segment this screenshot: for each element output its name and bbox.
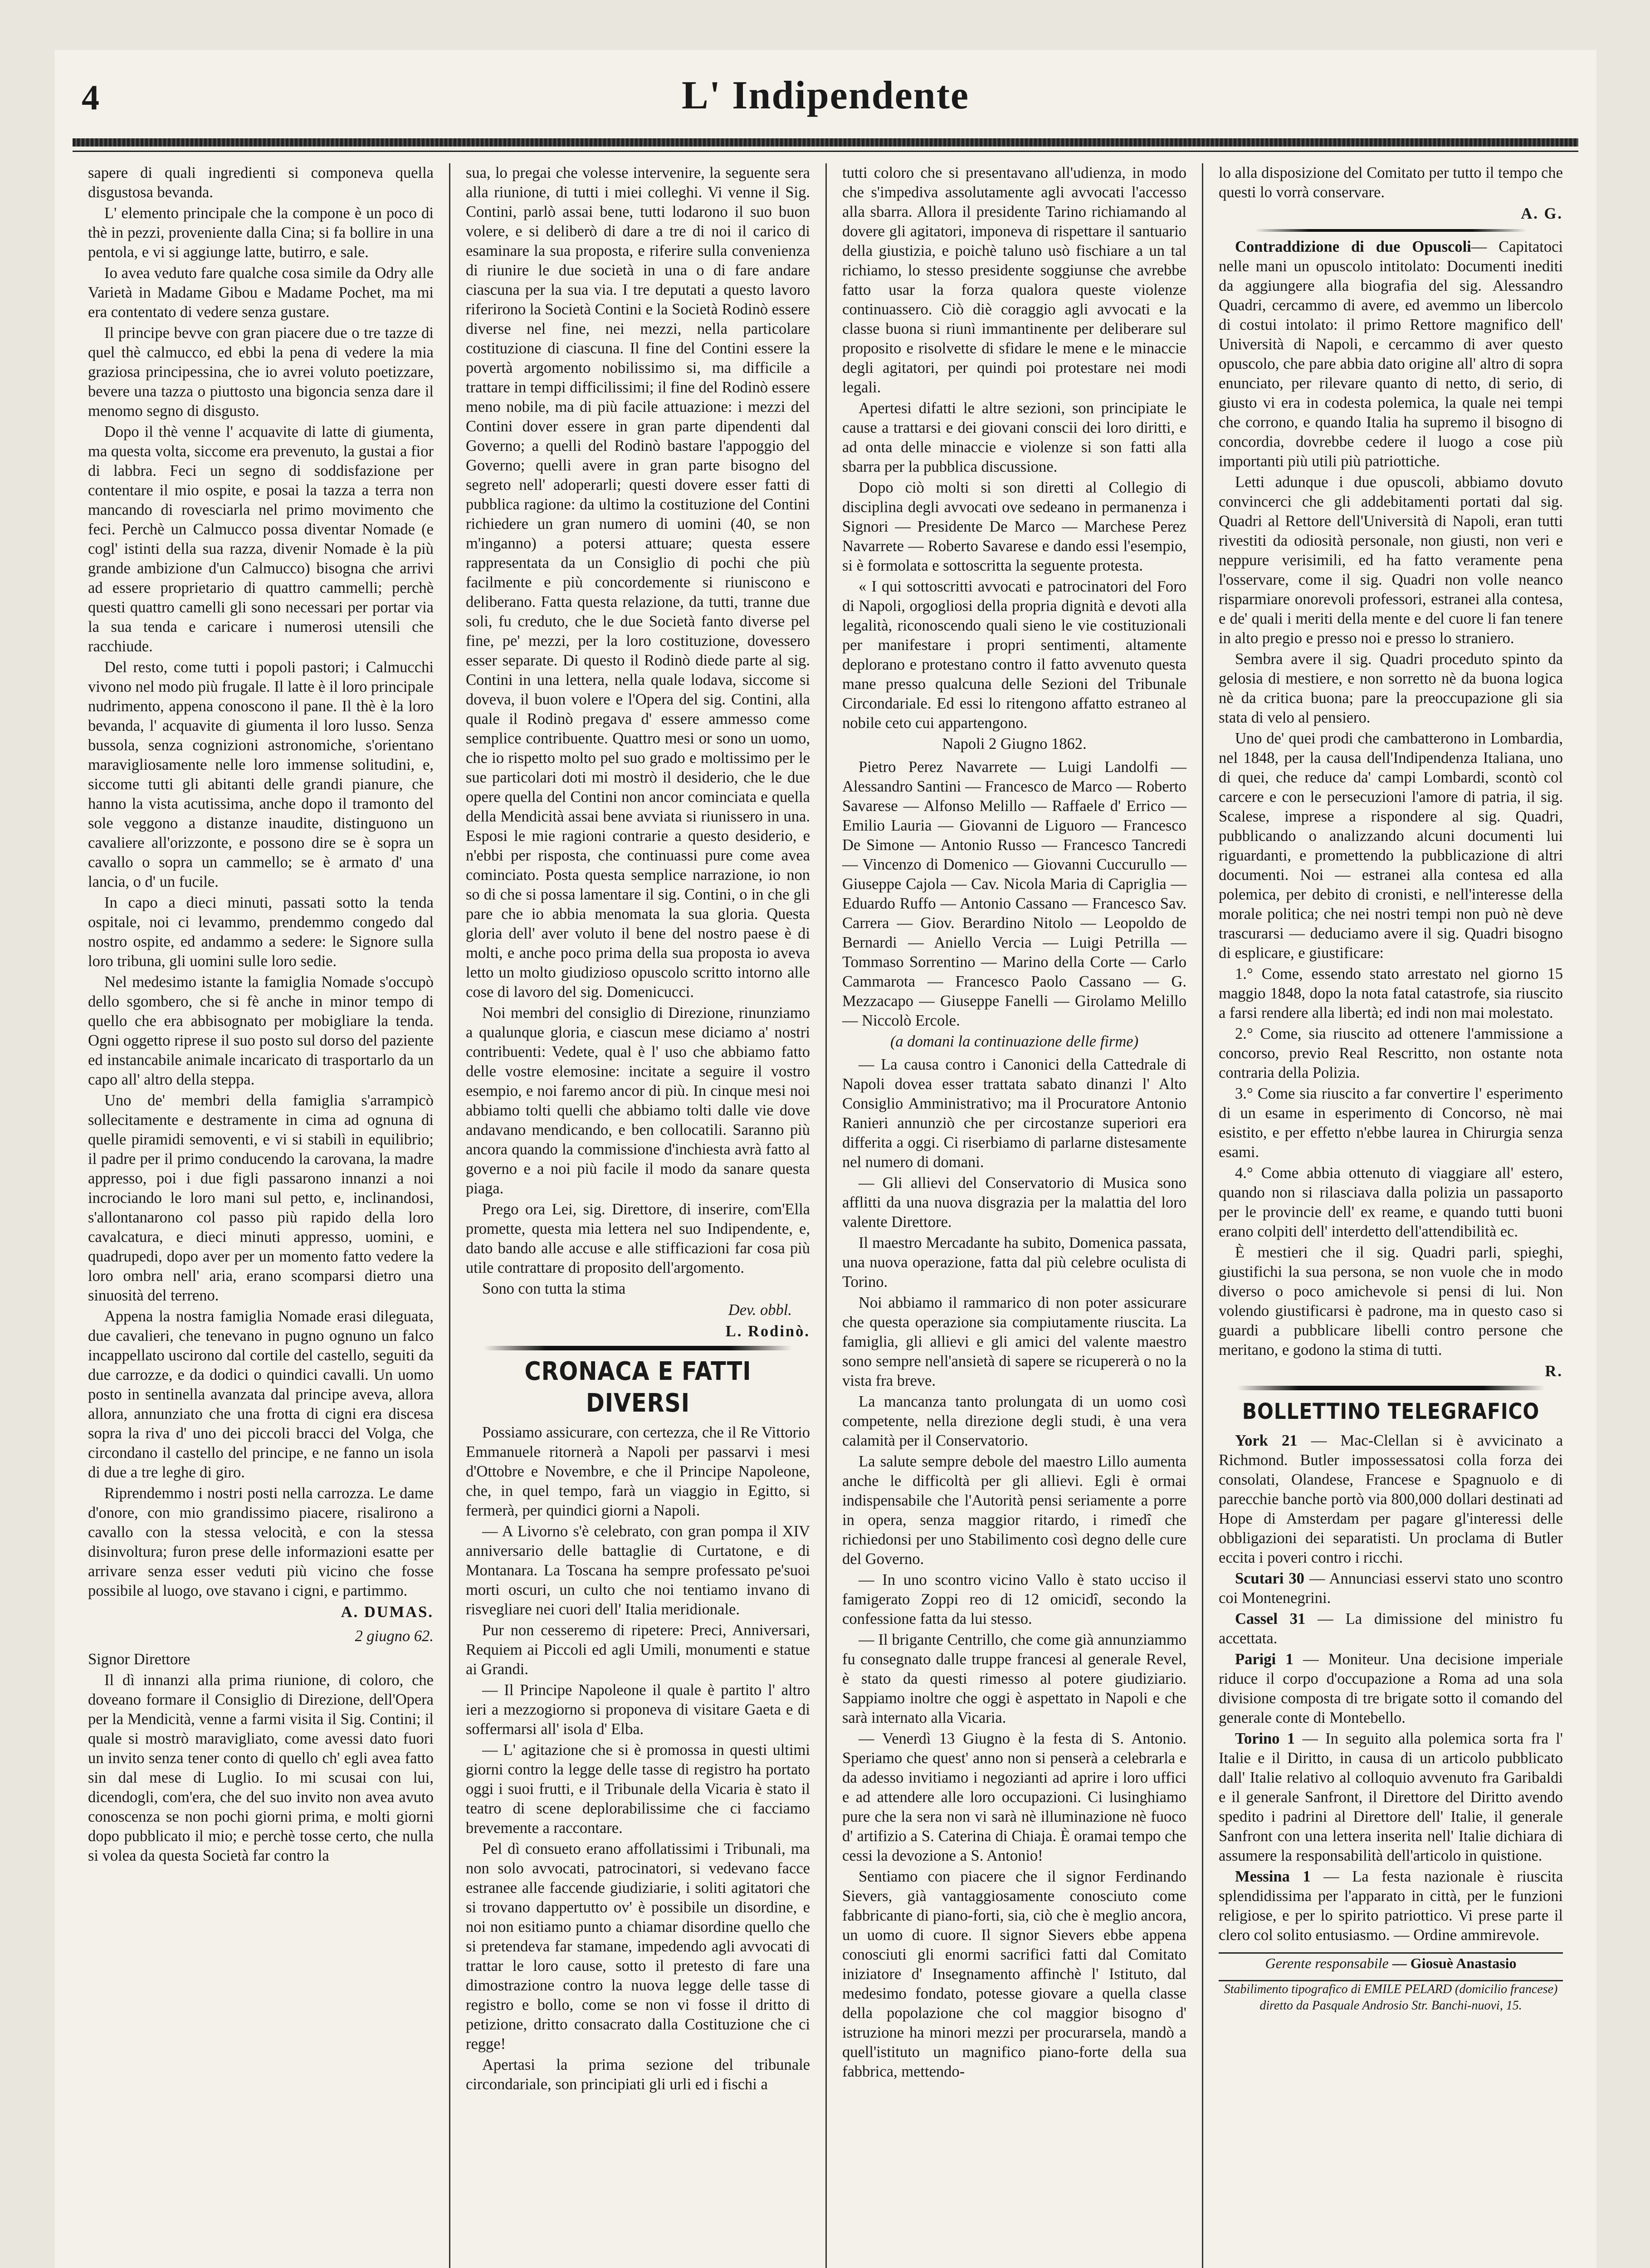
column-3 bbox=[825, 163, 1202, 2268]
telegram-text: — In seguito alla polemica sorta fra l' Italie e il Diritto, in causa di un articolo pubblicato dall' Italie relativo al colloquio avvenuto fra Garibaldi e il generale Sanfront, il Direttore del Diritto avendo spedito i padrini al Direttore dell' Italie, il generale Sanfront con una lettera inserita nell' Italie dichiara di assumere la responsabilità dell'articolo in quistione. bbox=[1219, 1730, 1563, 1864]
paragraph bbox=[1219, 237, 1563, 471]
telegram-text: — Mac-Clellan si è avvicinato a Richmond. Butler impossessatosi colla forza dei consolati, Olandese, Francese e Spagnuolo e di parecchie banche portò via 800,000 dollari destinati ad Hope di Amsterdam per pagare gl'interessi delle obbligazioni dei separatisti. Un proclama di Butler eccita i poveri contro i ricchi. bbox=[1219, 1432, 1563, 1566]
newspaper-page bbox=[54, 50, 1596, 2268]
paragraph: Riprendemmo i nostri posti nella carrozza. Le dame d'onore, con mio grandissimo piacere, risalirono a cavallo con la stessa velocità, e con la stessa disinvoltura; furon prese delle informazioni esatte per arrivare senza esser veduti più vicino che fosse possibile al luogo, ove stavano i cigni, e partimmo. bbox=[88, 1485, 434, 1599]
paragraph: L' elemento principale che la compone è un poco di thè in pezzi, proveniente dalla Cina; si fa bollire in una pentola, e vi si aggiunge latte, butirro, e sale. bbox=[88, 205, 434, 261]
section-divider bbox=[1255, 229, 1527, 232]
paragraph: Pel dì consueto erano affollatissimi i Tribunali, ma non solo avvocati, patrocinatori, si vedevano facce estranee alle faccende giudiziarie, i soliti agitatori che si trovano dappertutto ov' è possibile un disordine, e noi non esitiamo punto a chiamar disordine quello che si pretendeva far stamane, impedendo agli avvocati di trattar le loro cause, sotto il pretesto di fare una dimostrazione contro la nuova legge delle tasse di registro e bollo, come se non vi fosse il dritto di petizione, dritto consacrato dalla Costituzione che ci regge! bbox=[466, 1840, 810, 2053]
paragraph: 1.° Come, essendo stato arrestato nel giorno 15 maggio 1848, dopo la nota fatal catastrofe, sia riuscito a farsi rendere alla libertà; ed indi non mai molestato. bbox=[1219, 965, 1563, 1022]
letter-date: 2 giugno 62. bbox=[355, 1628, 434, 1645]
telegram-text: — La dimissione del ministro fu accettata. bbox=[1219, 1610, 1563, 1647]
paragraph-text: — Capitatoci nelle mani un opuscolo intitolato: Documenti inediti da aggiungere alla biografia del sig. Alessandro Quadri, cercammo di avere, ed avemmo un libercolo di costui intolato: il primo Rettore magnifico dell' Università di Napoli, e cercammo di aver questo opuscolo, che pare abbia dato origine all' altro di sopra enunciato, per rilevare quanto di netto, di serio, di giusto vi era in codesta polemica, la quale nei tempi che corrono, e quando Italia ha supremo il bisogno di concordia, dovrebbe cedere il luogo a cose più importanti più utili più patriottiche. bbox=[1219, 238, 1563, 470]
masthead-title: L' Indipendente bbox=[682, 73, 969, 117]
article-signature: R. bbox=[1545, 1363, 1563, 1380]
paragraph: Noi membri del consiglio di Direzione, rinunziamo a qualunque gloria, e ciascun mese diciamo a' nostri contribuenti: Vedete, qual è l' uso che abbiamo fatto delle vostre elemosine: incitate a seguire il vostro esempio, e noi faremo ancor di più. In cinque mesi noi abbiamo tolti quelli che abbiamo tolti dalle vie dove andavano mendicando, e ben collocatili. Saranno più ancora quando la commissione d'inchiesta avrà fatto al governo e a noi più facile il modo da sanare questa piaga. bbox=[466, 1004, 810, 1197]
letter-signature: L. Rodinò. bbox=[725, 1323, 810, 1340]
telegram-head: Cassel 31 bbox=[1235, 1610, 1306, 1628]
paragraph: « I qui sottoscritti avvocati e patrocinatori del Foro di Napoli, orgogliosi della propria dignità e devoti alla legalità, riconoscendo quali sieno le vie costituzionali per manifestare i propri sentimenti, altamente deplorano e protestano contro il fatto avvenuto questa mane presso qualcuna delle Sezioni del Tribunale Circondariale. Ed essi lo ritengono affatto estraneo al nobile ceto cui appartengono. bbox=[842, 578, 1186, 732]
paragraph: Appena la nostra famiglia Nomade erasi dileguata, due cavalieri, che tenevano in pugno ognuno un falco incappellato uscirono dal cortile del castello, seguiti da due carrozze, e da dodici o quindici cavalli. Un uomo posto in sentinella avanzata dal principe aveva, allora allora, annunziato che una frotta di cigni era discesa sopra la riva d' uno dei piccoli bracci del Volga, che circondano il castello del principe, e ne fanno un isola di due a tre leghe di giro. bbox=[88, 1308, 434, 1481]
signatories: Pietro Perez Navarrete — Luigi Landolfi — Alessandro Santini — Francesco de Marco — Roberto Savarese — Alfonso Melillo — Raffaele d' Errico — Emilio Lauria — Giovanni de Liguoro — Francesco De Simone — Antonio Russo — Francesco Tancredi — Vincenzo di Domenico — Giovanni Cuccurullo — Giuseppe Cajola — Cav. Nicola Maria di Capriglia — Eduardo Ruffo — Antonio Cassano — Francesco Sav. Carrera — Giov. Berardino Nitolo — Leopoldo de Bernardi — Aniello Vercia — Luigi Petrilla — Tommaso Sorrentino — Marino della Corte — Carlo Cammarota — Francesco Paolo Cassano — G. Mezzacapo — Giuseppe Fanelli — Girolamo Melillo — Niccolò Ercole. bbox=[842, 758, 1186, 1029]
paragraph: — Il brigante Centrillo, che come già annunziammo fu consegnato dalle truppe francesi al generale Revel, è stato da questi rimesso al potere giudiziario. Sappiamo inoltre che oggi è aspettato in Napoli e che sarà internato alla Vicaria. bbox=[842, 1631, 1186, 1726]
header-rule bbox=[73, 138, 1578, 147]
paragraph: 4.° Come abbia ottenuto di viaggiare all' estero, quando non si rilasciava dalla polizia un passaporto per le provincie dell' ex reame, e quando tutti buoni erano colpiti dell' interdetto dell'attendibilità ec. bbox=[1219, 1164, 1563, 1240]
paragraph: — A Livorno s'è celebrato, con gran pompa il XIV anniversario delle battaglie di Curtatone, e di Montanara. La Toscana ha sempre professato pe'suoi morti oscuri, un culto che noi tentiamo invano di risvegliare nei cuori dell' Italia meridionale. bbox=[466, 1523, 810, 1618]
paragraph: Noi abbiamo il rammarico di non poter assicurare che questa operazione sia compiutamente riuscita. La famiglia, gli allievi e gli amici del valente maestro sono sempre nell'ansietà di sapere se ricupererà o no la vista fra breve. bbox=[842, 1294, 1186, 1389]
paragraph: — In uno scontro vicino Vallo è stato ucciso il famigerato Zoppi reo di 12 omicidî, secondo la confessione fatta da lui stesso. bbox=[842, 1571, 1186, 1628]
page-number: 4 bbox=[82, 78, 99, 117]
column-1 bbox=[73, 163, 449, 2268]
section-title-bollettino: BOLLETTINO TELEGRAFICO bbox=[1242, 1399, 1540, 1424]
paragraph: — L' agitazione che si è promossa in questi ultimi giorni contro la legge delle tasse di registro ha portato oggi i suoi frutti, e il Tribunale della Vicaria è stato il teatro di scene deplorabilissime che ci facciamo brevemente a raccontare. bbox=[466, 1741, 810, 1837]
paragraph: Sentiamo con piacere che il signor Ferdinando Sievers, già vantaggiosamente conosciuto come fabbricante di piano-forti, sia, ciò che è meglio ancora, un uomo di cuore. Il signor Sievers ebbe appena conosciuti gli enormi sacrifici fatti dal Comitato iniziatore d' Insegnamento affinchè l' Istituto, dal medesimo fondato, potesse giovare a quella classe della popolazione che col maggior bisogno d' istruzione ha minori mezzi per procurarsela, mandò a quell'istituto un magnifico piano-forte della sua fabbrica, mettendo- bbox=[842, 1868, 1186, 2080]
paragraph: 3.° Come sia riuscito a far convertire l' esperimento di un esame in esperimento di Concorso, nè mai esistito, e per effetto n'ebbe laurea in Chirurgia senza esami. bbox=[1219, 1085, 1563, 1161]
paragraph: Dopo il thè venne l' acquavite di latte di giumenta, ma questa volta, siccome era prevenuto, la gustai a fior di labbra. Feci un segno di soddisfazione per contentare il mio ospite, e posai la tazza a terra non mancando di rovesciarla nel primo movimento che feci. Perchè un Calmucco possa diventar Nomade (e cogl' istinti della sua razza, divenir Nomade è la più grande ambizione d'un Calmucco) bisogna che arrivi ad essere proprietario di quattro cammelli; perchè questi quattro camelli gli sono necessari per portar via la sua tenda e caricare i numerosi utensili che racchiude. bbox=[88, 423, 434, 655]
telegram bbox=[1219, 1431, 1563, 1568]
paragraph: Nel medesimo istante la famiglia Nomade s'occupò dello sgombero, che si fè anche in minor tempo di quello che era abbisognato per mobigliare la tenda. Ogni oggetto riprese il suo posto sul dorso del paziente ed instancabile animale incaricato di trasportarlo da un capo all' altro della steppa. bbox=[88, 973, 434, 1088]
section-divider bbox=[484, 1346, 792, 1350]
gerente-name: — Giosuè Anastasio bbox=[1392, 1955, 1517, 1971]
paragraph: Il maestro Mercadante ha subito, Domenica passata, una nuova operazione, fatta dal più celebre oculista di Torino. bbox=[842, 1234, 1186, 1290]
paragraph: — Venerdì 13 Giugno è la festa di S. Antonio. Speriamo che quest' anno non si penserà a celebrarla e da adesso invitiamo i negozianti ad aprire i loro uffici e ad attendere alle loro occupazioni. Ci lusinghiamo pure che la sera non vi sarà nè illuminazione nè fuoco d' artifizio a S. Caterina di Chiaja. È oramai tempo che cessi la devozione a S. Antonio! bbox=[842, 1730, 1186, 1864]
telegram-text: — La festa nazionale è riuscita splendidissima per l'apparato in città, per le funzioni religiose, e per lo spirito patriottico. Vi prese parte il clero col solito entusiasmo. — Ordine ammirevole. bbox=[1219, 1868, 1563, 1944]
telegram-head: Parigi 1 bbox=[1235, 1651, 1294, 1668]
paragraph: Uno de' membri della famiglia s'arrampicò sollecitamente e destramente in cima ad ognuna di quelle piramidi semoventi, e vi si stabilì in equilibrio; il padre per il primo conducendo la carovana, la madre appresso, poi i due figli passarono innanzi a noi incrociando le loro mani sul petto, e, inclinandosi, s'allontanarono col passo più rapido della loro cavalcatura, e dieci minuti appresso, uomini, e quadrupedi, dopo aver per un momento fatto vedere la loro ombra nell' aria, erano scomparsi dietro una sinuosità del terreno. bbox=[88, 1092, 434, 1304]
gerente-line bbox=[1219, 1954, 1563, 1973]
section-title-cronaca: CRONACA E FATTI DIVERSI bbox=[524, 1357, 752, 1418]
paragraph: Pur non cesseremo di ripetere: Preci, Anniversari, Requiem ai Piccoli ed agli Umili, monumenti e statue ai Grandi. bbox=[466, 1622, 810, 1678]
article-signature: A. DUMAS. bbox=[341, 1603, 434, 1621]
protest-dateline: Napoli 2 Giugno 1862. bbox=[942, 735, 1087, 753]
continuation-note: (a domani la continuazione delle firme) bbox=[890, 1033, 1139, 1050]
column-2 bbox=[449, 163, 825, 2268]
paragraph: sua, lo pregai che volesse intervenire, la seguente sera alla riunione, di tutti i miei colleghi. Vi venne il Sig. Contini, parlò assai bene, tutti lodarono il suo buon volere, e si deliberò di dare a tre di noi il carico di esaminare la sua proposta, e riferire sulla convenienza di riunire le due società in una o di fare andare ciascuna per la sua via. I tre deputati a questo lavoro riferirono la Società Contini e la Società Rodinò essere diverse nel fine, nei mezzi, nella particolare costituzione di ciascuna. Il fine del Contini essere la povertà argomento nobilissimo si, ma difficile a trattare in tempi difficilissimi; il fine del Rodinò essere meno nobile, ma di più facile attuazione: i mezzi del Contini dover essere in gran parte dipendenti dal Governo; a quelli del Rodinò bastare l'appoggio del Governo; quelli avere in gran parte bisogno del segreto nell' adoperarli; questi dovere esser fatti di pubblica ragione: da ultimo la costituzione del Contini richiedere un gran numero di uomini (40, se non m'inganno) a potersi attuare; questa essere rappresentata da un Consiglio di pochi che più facilmente e più concordemente si riuniscono e deliberano. Fatta questa relazione, da tutti, tranne due soli, fu creduto, che le due Società fanto diverse pel fine, pe' mezzi, per la loro costituzione, dovessero esser separate. Di questo il Rodinò diede parte al sig. Contini in una lettera, nella quale lodava, siccome si doveva, il buon volere e l'Opera del sig. Contini, alla quale il Rodinò pregava d' essere ammesso come semplice contribuente. Quattro mesi or sono un uomo, che io rispetto molto pel suo grado e moltissimo per le sue particolari doti mi mostrò il desiderio, che le due opere quella del Contini non ancor cominciata e quella della Mendicità assai bene avviata si riunissero in una. Esposi le mie ragioni contrarie a questo desiderio, e n'ebbi per risposta, che continuassi pure come avea cominciato. Posta questa semplice narrazione, io non so di che si possa lamentare il sig. Contini, o in che gli pare che io abbia menomata la sua gloria. Questa gloria dell' aver voluto il bene del nostro paese è di molti, e anche poco prima della sua proposta io aveva letto un molto giudizioso opuscolo scritto intorno alle cose di lavoro del sig. Domenicucci. bbox=[466, 164, 810, 1001]
paragraph: Del resto, come tutti i popoli pastori; i Calmucchi vivono nel modo più frugale. Il latte è il loro principale nudrimento, appena conoscono il pane. Il thè è la loro bevanda, l' acquavite di giumenta il loro lusso. Senza bussola, senza cognizioni astronomiche, s'orientano maravigliosamente nelle loro immense solitudini, e, siccome tutti gli abitanti delle grandi pianure, che hanno la vista acutissima, anche dopo il tramonto del sole veggono a distanze inaudite, distinguono un cavaliere all'orizzonte, e possono dire se è sopra un cavallo o sopra un cammello; se è armato d' una lancia, o d' un fucile. bbox=[88, 659, 434, 890]
paragraph: Letti adunque i due opuscoli, abbiamo dovuto convincerci che gli addebitamenti portati dal sig. Quadri al Rettore dell'Università di Napoli, eran tutti rivestiti da odiosità personale, non giusti, non veri e neppure verisimili, ed ha fatto veramente pena l'osservare, come il sig. Quadri non volle neanco risparmiare onorevoli professori, estranei alla contesa, e de' quali i meriti della mente e del cuore li fan tenere in alto pregio e presso noi e presso lo straniero. bbox=[1219, 474, 1563, 647]
paragraph: Apertesi difatti le altre sezioni, son principiate le cause a trattarsi e dei giovani conscii dei loro diritti, e ad onta delle minaccie e violenze si son fatti alla sbarra per la pubblica discussione. bbox=[842, 400, 1186, 475]
paragraph: La mancanza tanto prolungata di un uomo così competente, nella direzione degli studi, è una vera calamità per il Conservatorio. bbox=[842, 1393, 1186, 1449]
telegram-head: Messina 1 bbox=[1235, 1868, 1311, 1885]
paragraph: Il principe bevve con gran piacere due o tre tazze di quel thè calmucco, ed ebbi la pena di vedere la mia graziosa principessina, che io avrei voluto poetizzare, bevere una tazza o piuttosto una bigoncia senza dare il menomo segno di disgusto. bbox=[88, 324, 434, 420]
paragraph: Prego ora Lei, sig. Direttore, di inserire, com'Ella promette, questa mia lettera nel suo Indipendente, e, dato bando alle accuse e alle stifficazioni far cosa più utile contrattare di proposito dell'argomento. bbox=[466, 1201, 810, 1276]
telegram bbox=[1219, 1729, 1563, 1866]
paragraph: Sono con tutta la stima bbox=[482, 1280, 626, 1297]
paragraph: tutti coloro che si presentavano all'udienza, in modo che s'impediva assolutamente agli avvocati l'accesso alla sbarra. Allora il presidente Tarino richiamando al dovere gli agitatori, imponeva di rispettare il santuario della giustizia, e poichè taluno usò fischiare a un tal richiamo, lo stesso presidente soggiunse che avrebbe fatto usar la forza qualora queste violenze continuassero. Ciò diè coraggio agli avvocati e la classe buona si riunì immantinente per deliberare sul proposito e risolvette di sfidare le mene e le minaccie degli agitatori, per quindi poi protestare nei modi legali. bbox=[842, 164, 1186, 396]
letter-salutation: Signor Direttore bbox=[88, 1651, 190, 1668]
paragraph: In capo a dieci minuti, passati sotto la tenda ospitale, noi ci levammo, prendemmo congedo dal nostro ospite, ed andammo a sedere: le Signore sulla loro tribuna, gli uomini sulle loro sedie. bbox=[88, 894, 434, 970]
telegram bbox=[1219, 1569, 1563, 1608]
subsection-head: Contraddizione di due Opuscoli bbox=[1235, 238, 1471, 255]
paragraph: — Gli allievi del Conservatorio di Musica sono afflitti da una nuova disgrazia per la malattia del loro valente Direttore. bbox=[842, 1174, 1186, 1231]
page-header bbox=[54, 50, 1596, 154]
paragraph: È mestieri che il sig. Quadri parli, spieghi, giustifichi la sua persona, se non vuole che in modo diverso o poco amichevole si pensi di lui. Non volendo giustificarsi è padrone, ma in questo caso si guardi a pubblicare libelli contro persone che meritano, e godono la stima di tutti. bbox=[1219, 1244, 1563, 1359]
paragraph: Uno de' quei prodi che cambatterono in Lombardia, nel 1848, per la causa dell'Indipendenza Italiana, uno di quei, che reduce da' campi Lombardi, scontò col carcere e con le persecuzioni l'amore di patria, il sig. Scalese, imprese a rispondere al sig. Quadri, pubblicando o analizzando alcuni documenti lui riguardanti, e promettendo la pubblicazione di altri documenti. Noi — estranei alla contesa ed alla polemica, per debito di cronisti, e nell'interesse della morale politica; che nei nostri tempi non può nè deve trascurarsi — deduciamo avere il sig. Quadri bisogno di esplicare, e giustificare: bbox=[1219, 730, 1563, 962]
telegram-head: York 21 bbox=[1235, 1432, 1298, 1449]
header-rule-thin bbox=[73, 151, 1578, 152]
letter-signoff: Dev. obbl. bbox=[728, 1301, 792, 1319]
paragraph: Io avea veduto fare qualche cosa simile da Odry alle Varietà in Madame Gibou e Madame Pochet, ma mi era contentato di vedere senza gustare. bbox=[88, 264, 434, 321]
paragraph: 2.° Come, sia riuscito ad ottenere l'ammissione a concorso, previo Real Rescritto, non ostante nota contraria della Polizia. bbox=[1219, 1025, 1563, 1081]
paragraph: Il dì innanzi alla prima riunione, di coloro, che doveano formare il Consiglio di Direzione, dell'Opera per la Mendicità, venne a farmi visita il Sig. Contini; il quale si mostrò maravigliato, come avessi dato fuori un invito senza tener conto di quello ch' egli avea fatto sin dal mese di Luglio. Io mi scusai con lui, dicendogli, com'era, che del suo invito non avea avuto conoscenza se non pochi giorni prima, e molti giorni dopo pubblicato il mio; e perchè tosse certo, che nulla si volea da questa Società far contro la bbox=[88, 1672, 434, 1864]
paragraph: — Il Principe Napoleone il quale è partito l' altro ieri a mezzogiorno si proponeva di visitare Gaeta e di soffermarsi all' isola d' Elba. bbox=[466, 1681, 810, 1738]
telegram-head: Scutari 30 bbox=[1235, 1570, 1304, 1587]
paragraph: Apertasi la prima sezione del tribunale circondariale, son principiati gli urli ed i fischi a bbox=[466, 2056, 810, 2093]
paragraph: — La causa contro i Canonici della Cattedrale di Napoli dovea esser trattata sabato dinanzi l' Alto Consiglio Amministrativo; ma il Procuratore Antonio Ranieri annunziò che per circostanze superiori era differita a oggi. Ci riserbiamo di parlarne distesamente nel numero di domani. bbox=[842, 1056, 1186, 1171]
telegram bbox=[1219, 1650, 1563, 1728]
telegram bbox=[1219, 1609, 1563, 1648]
paragraph: Sembra avere il sig. Quadri proceduto spinto da gelosia di mestiere, e non sorretto nè da buona logica nè da critica buona; pare la preoccupazione gli sia stata di velo al pensiero. bbox=[1219, 650, 1563, 726]
paragraph: lo alla disposizione del Comitato per tutto il tempo che questi lo vorrà conservare. bbox=[1219, 164, 1563, 201]
columns bbox=[73, 163, 1578, 2268]
paragraph: Dopo ciò molti si son diretti al Collegio di disciplina degli avvocati ove sedeano in permanenza i Signori — Presidente De Marco — Marchese Perez Navarrete — Roberto Savarese e dando essi l'esempio, si è formolata e sottoscritta la seguente protesta. bbox=[842, 479, 1186, 574]
paragraph: Possiamo assicurare, con certezza, che il Re Vittorio Emmanuele ritornerà a Napoli per passarvi i mesi d'Ottobre e Novembre, e che il Principe Napoleone, che, in quel tempo, farà un viaggio in Egitto, si fermerà, per quindici giorni a Napoli. bbox=[466, 1424, 810, 1519]
paragraph: La salute sempre debole del maestro Lillo aumenta anche le difficoltà per gli allievi. Egli è ormai indispensabile che l'Autorità pensi seriamente a porre in opera, senza maggior ritardo, i rimedî che richiedonsi per uno Stabilimento così degno delle cure del Governo. bbox=[842, 1453, 1186, 1568]
column-4 bbox=[1202, 163, 1578, 2268]
section-divider bbox=[1237, 1386, 1545, 1390]
telegram-text: — Annunciasi esservi stato uno scontro coi Montenegrini. bbox=[1219, 1570, 1563, 1607]
telegram bbox=[1219, 1867, 1563, 1945]
paragraph: sapere di quali ingredienti si componeva quella disgustosa bevanda. bbox=[88, 164, 434, 201]
printer-imprint: Stabilimento tipografico di EMILE PELARD (domicilio francese) diretto da Pasquale Androsio Str. Banchi-nuovi, 15. bbox=[1224, 1982, 1558, 2013]
telegram-text: — Moniteur. Una decisione imperiale riduce il corpo d'occupazione a Roma ad una sola divisione composta di tre brigate sotto il comando del generale conte di Montebello. bbox=[1219, 1651, 1563, 1726]
telegram-head: Torino 1 bbox=[1235, 1730, 1295, 1747]
gerente-label: Gerente responsabile bbox=[1265, 1955, 1389, 1971]
article-signature: A. G. bbox=[1521, 205, 1563, 222]
